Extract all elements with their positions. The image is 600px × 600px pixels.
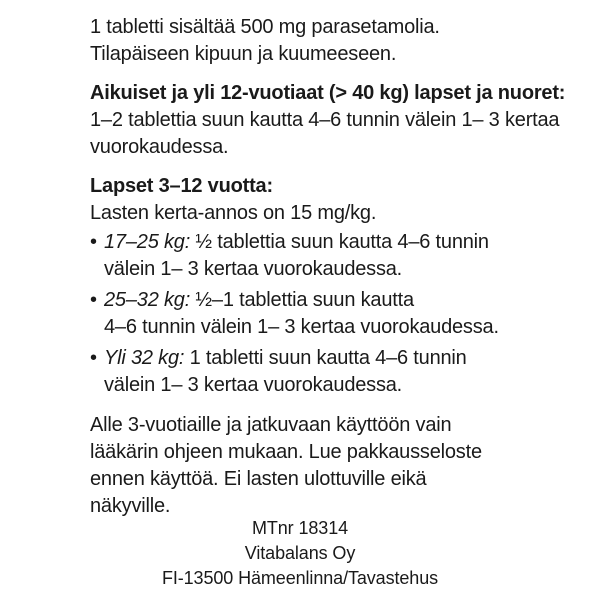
warning-line: lääkärin ohjeen mukaan. Lue pakkausseloste: [90, 441, 482, 463]
bullet-weight: 25–32 kg:: [104, 289, 191, 311]
warning-line: näkyville.: [90, 495, 171, 517]
children-intro: Lasten kerta-annos on 15 mg/kg.: [90, 202, 377, 224]
children-section: [90, 173, 570, 399]
bullet-text-continued: 4–6 tunnin välein 1– 3 kertaa vuorokaudessa.: [104, 316, 499, 338]
adults-heading: Aikuiset ja yli 12-vuotiaat (> 40 kg) lapset ja nuoret:: [90, 82, 566, 104]
intro-section: [90, 14, 570, 68]
children-heading: Lapset 3–12 vuotta:: [90, 175, 273, 197]
intro-line-content: 1 tabletti sisältää 500 mg parasetamolia.: [90, 16, 440, 38]
bullet-text-continued: välein 1– 3 kertaa vuorokaudessa.: [104, 258, 403, 280]
bullet-text: 1 tabletti suun kautta 4–6 tunnin: [184, 347, 467, 369]
adults-dosage-text: 1–2 tablettia suun kautta 4–6 tunnin välein 1– 3 kertaa vuorokaudessa.: [90, 109, 560, 158]
warning-line: Alle 3-vuotiaille ja jatkuvaan käyttöön vain: [90, 414, 452, 436]
dosage-bullet-25-32kg: [90, 287, 570, 341]
dosage-bullet-17-25kg: [90, 229, 570, 283]
adults-section: [90, 80, 570, 161]
bullet-weight: 17–25 kg:: [104, 231, 191, 253]
bullet-marker: •: [90, 231, 97, 253]
bullet-weight: Yli 32 kg:: [104, 347, 185, 369]
company-name: Vitabalans Oy: [244, 543, 356, 563]
warning-line: ennen käyttöä. Ei lasten ulottuville eikä: [90, 468, 427, 490]
bullet-text-continued: välein 1– 3 kertaa vuorokaudessa.: [104, 374, 403, 396]
company-address: FI-13500 Hämeenlinna/Tavastehus: [161, 568, 439, 588]
bullet-text: ½–1 tablettia suun kautta: [190, 289, 414, 311]
bullet-marker: •: [90, 289, 97, 311]
dosage-bullet-over-32kg: [90, 345, 570, 399]
mtnr-number: MTnr 18314: [251, 518, 349, 538]
manufacturer-footer: [0, 516, 600, 591]
bullet-marker: •: [90, 347, 97, 369]
intro-line-indication: Tilapäiseen kipuun ja kuumeeseen.: [90, 43, 397, 65]
dosage-label: [90, 14, 570, 520]
bullet-text: ½ tablettia suun kautta 4–6 tunnin: [190, 231, 489, 253]
warning-section: [90, 412, 570, 520]
